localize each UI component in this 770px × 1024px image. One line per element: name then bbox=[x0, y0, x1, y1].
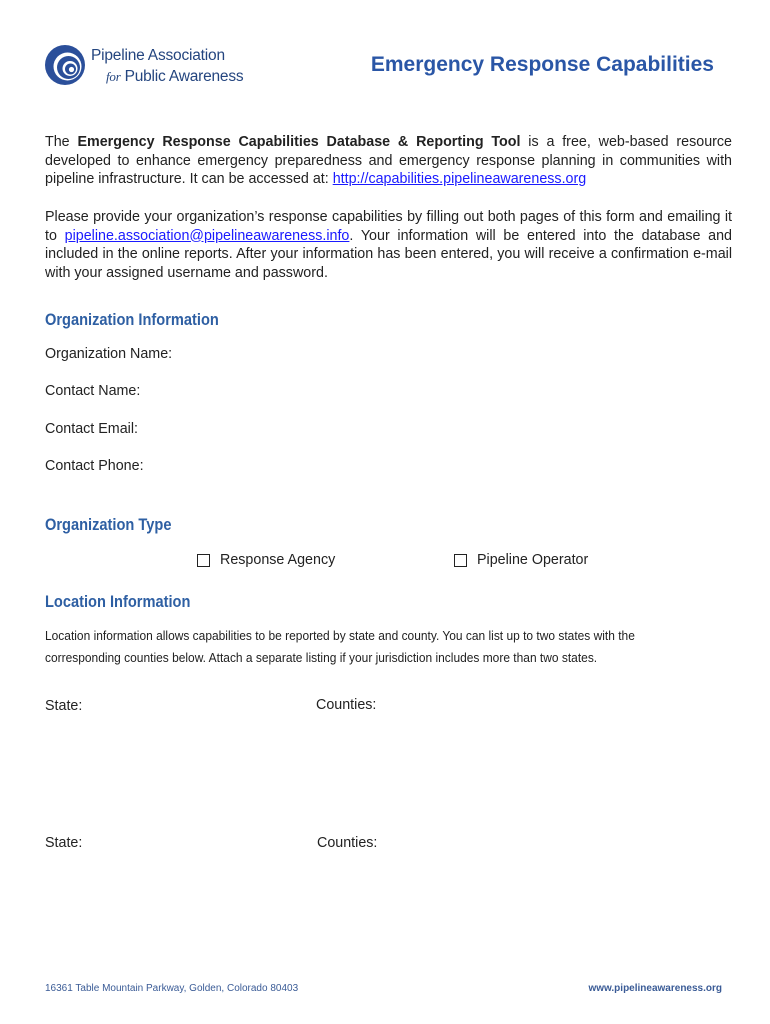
intro-p2-text-end: . Your information will be entered into the database and included in the online reports. After your information has been entered, you will receive a confirmation e-mail with your assigned username and password. bbox=[45, 227, 732, 281]
logo-for-text: for bbox=[106, 69, 121, 84]
intro-p1-text-start: The bbox=[45, 134, 78, 150]
location-note-line2: corresponding counties below. Attach a separate listing if your jurisdiction includes more than two states. bbox=[45, 650, 598, 665]
logo-text-line2 bbox=[106, 68, 243, 86]
tool-name: Emergency Response Capabilities Database & Reporting Tool bbox=[77, 134, 521, 150]
intro-p1-text-middle: is a free, web-based resource developed to enhance emergency preparedness and emergency response planning in communities with pipeline infrastructure. It can be accessed at: bbox=[45, 134, 733, 187]
counties-label-1: Counties: bbox=[316, 697, 377, 713]
footer-website[interactable]: www.pipelineawareness.org bbox=[588, 983, 722, 994]
capabilities-link[interactable]: http://capabilities.pipelineawareness.org bbox=[332, 171, 587, 187]
page-title: Emergency Response Capabilities bbox=[370, 53, 714, 76]
pipeline-operator-label: Pipeline Operator bbox=[477, 552, 589, 568]
email-link[interactable]: pipeline.association@pipelineawareness.info bbox=[64, 227, 350, 244]
state-label-1: State: bbox=[45, 698, 83, 714]
organization-information-heading: Organization Information bbox=[45, 310, 219, 329]
counties-label-2: Counties: bbox=[317, 835, 378, 851]
response-agency-label: Response Agency bbox=[220, 552, 336, 568]
logo-text-line1: Pipeline Association bbox=[91, 47, 225, 64]
location-information-heading: Location Information bbox=[45, 592, 191, 611]
organization-type-heading: Organization Type bbox=[45, 515, 172, 534]
response-agency-checkbox[interactable] bbox=[197, 554, 210, 567]
intro-paragraph-2 bbox=[45, 208, 732, 282]
contact-email-label: Contact Email: bbox=[45, 421, 138, 437]
pipeline-operator-checkbox[interactable] bbox=[454, 554, 467, 567]
state-label-2: State: bbox=[45, 835, 83, 851]
intro-p2-text-start: Please provide your organization’s response capabilities by filling out both pages of this form and emailing it to bbox=[45, 209, 732, 244]
organization-name-label: Organization Name: bbox=[45, 346, 173, 362]
contact-phone-label: Contact Phone: bbox=[45, 458, 144, 474]
logo-text-line2-main: Public Awareness bbox=[124, 68, 244, 85]
response-agency-option[interactable] bbox=[197, 552, 335, 568]
pipeline-operator-option[interactable] bbox=[454, 552, 588, 568]
intro-paragraph-1 bbox=[45, 133, 732, 189]
location-note-line1: Location information allows capabilities to be reported by state and county. You can list up to two states with the bbox=[45, 628, 635, 643]
contact-name-label: Contact Name: bbox=[45, 383, 141, 399]
footer-address: 16361 Table Mountain Parkway, Golden, Colorado 80403 bbox=[45, 983, 299, 994]
pipeline-association-logo-icon bbox=[44, 44, 86, 86]
